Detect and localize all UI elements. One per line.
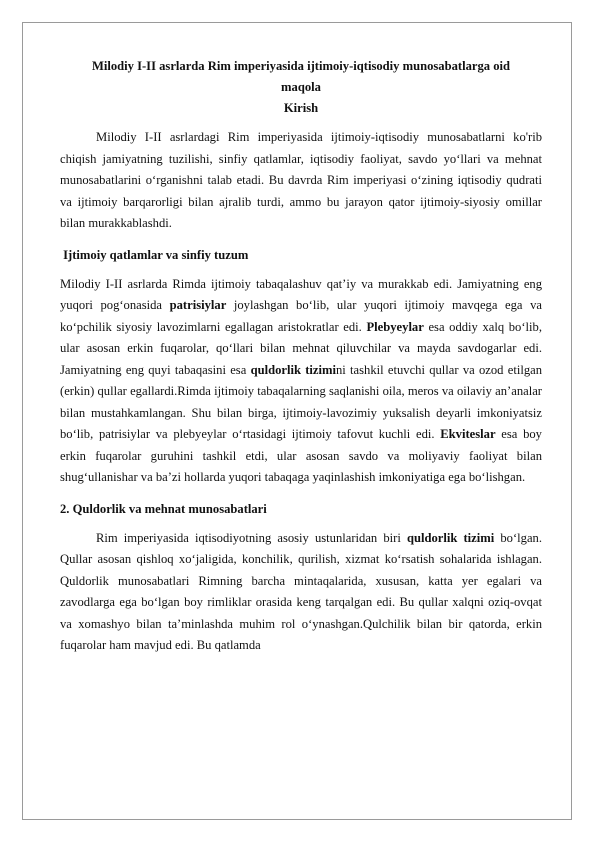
intro-paragraph: Milodiy I-II asrlardagi Rim imperiyasida ijtimoiy-iqtisodiy munosabatlarni ko'rib chiqish jamiyatning tuzilishi, sinfiy qatlamlar, iqtisodiy faoliyat, savdo yo‘llari va mehnat munosabatlarini o‘rganishni talab etadi. Bu davrda Rim imperiyasi o‘zining iqtisodiy qudrati va ijtimoiy barqarorligi bilan ajralib turdi, ammo bu jarayon qator ijtimoiy-siyosiy omillar bilan murakkablashdi. [60, 130, 542, 230]
document-title [60, 56, 542, 119]
section-1-paragraph [60, 274, 542, 489]
document-content [60, 56, 542, 657]
document-page [22, 22, 572, 820]
title-line-2: maqola [281, 80, 321, 94]
text-run: ni tashkil etuvchi qullar va ozod etilgan (erkin) qullar egallardi.Rimda ijtimoiy tabaqalarning saqlanishi oila, meros va oilaviy an’analar bilan mustahkamlangan. Shu bilan birga, ijtimoiy-lavozimiy yuksalish deyarli imkoniyatsiz bo‘lib, patrisiylar va plebyeylar o‘rtasidagi ijtimoiy tafovut kuchli edi. [60, 362, 542, 441]
term-quldorlik-tizimi-2: quldorlik tizimi [406, 530, 495, 545]
text-run: Milodiy I-II asrlarda Rimda ijtimoiy tabaqalashuv qat’iy va murakkab edi. Jamiyatning eng yuqori pog‘onasida [60, 276, 542, 312]
section-intro-heading: Kirish [283, 101, 319, 115]
section-1-heading: Ijtimoiy qatlamlar va sinfiy tuzum [60, 247, 249, 262]
text-run: joylashgan bo‘lib, ular yuqori ijtimoiy mavqega ega va ko‘pchilik siyosiy lavozimlarni egallagan aristokratlar edi. [60, 298, 542, 334]
text-run: esa boy erkin fuqarolar guruhini tashkil etdi, ular asosan savdo va moliyaviy faoliyat bilan shug‘ullanishar va ba’zi hollarda yuqori tabaqaga yaqinlashish imkoniyatiga ega bo‘lishgan. [60, 427, 542, 484]
term-ekviteslar: Ekviteslar [440, 427, 496, 441]
term-plebyeylar: Plebyeylar [366, 319, 424, 334]
text-run: esa oddiy xalq bo‘lib, ular asosan erkin fuqarolar, qo‘llari bilan mehnat qiluvchilar va mayda savdogarlar edi. Jamiyatning eng quyi tabaqasini esa [60, 319, 542, 377]
text-run: bo‘lgan. Qullar asosan qishloq xo‘jaligida, konchilik, qurilish, xizmat ko‘rsatish sohalarida ishlagan. Quldorlik munosabatlari Rimning barcha mintaqalarida, xususan, katta yer egalari va zavodlarga ega bo‘lgan boy rimliklar orasida keng tarqalgan edi. Bu qullar xalqni oziq-ovqat va xomashyo bilan ta’minlashda muhim rol o‘ynashgan.Qulchilik bilan bir qatorda, erkin fuqarolar ham mavjud edi. Bu qatlamda [60, 530, 542, 652]
title-line-1: Milodiy I-II asrlarda Rim imperiyasida ijtimoiy-iqtisodiy munosabatlarga oid [91, 59, 511, 73]
section-2-paragraph [60, 528, 542, 657]
section-2-heading: 2. Quldorlik va mehnat munosabatlari [60, 501, 267, 516]
term-patrisiylar: patrisiylar [169, 298, 227, 312]
text-run: Rim imperiyasida iqtisodiyotning asosiy ustunlaridan biri [96, 530, 407, 545]
term-quldorlik-tizimi: quldorlik tizimi [250, 362, 336, 377]
